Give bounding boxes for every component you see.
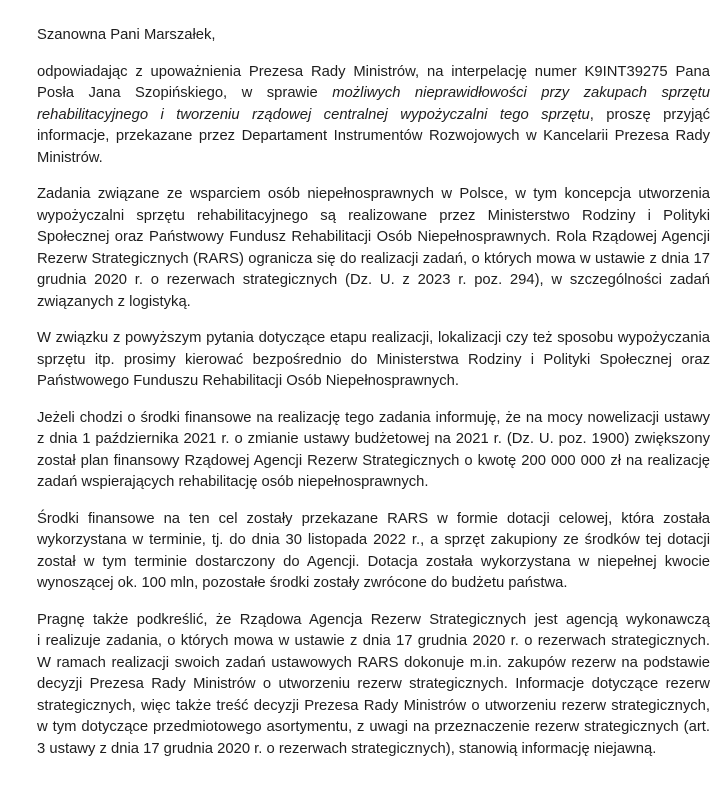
text-segment: Pragnę także podkreślić, że Rządowa Agencja Rezerw Strategicznych jest agencją wykonawczą i realizuje zadania, o których mowa w ustawie z dnia 17 grudnia 2020 r. o rezerwach strategicznych. W ramach realizacji swoich zadań ustawowych RARS dokonuje m.in. zakupów rezerw na podstawie decyzji Prezesa Rady Ministrów o utworzeniu rezerw strategicznych. Informacje dotyczące rezerw strategicznych, więc także treść decyzji Prezesa Rady Ministrów o utworzeniu rezerw strategicznych, w tym dotyczące przedmiotowego asortymentu, z uwagi na przeznaczenie rezerw strategicznych (art. 3 ustawy z dnia 17 grudnia 2020 r. o rezerwach strategicznych), stanowią informację niejawną. (37, 611, 710, 757)
salutation: Szanowna Pani Marszałek, (37, 27, 216, 43)
paragraph (37, 328, 710, 393)
paragraph (37, 509, 710, 595)
text-segment: odpowiadając z upoważnienia Prezesa Rady Ministrów, na interpelację numer K9INT39275 Pana Posła Jana Szopińskiego, w sprawie (37, 63, 710, 101)
paragraph (37, 62, 710, 170)
text-segment: Zadania związane ze wsparciem osób niepełnosprawnych w Polsce, w tym koncepcja utworzenia wypożyczalni sprzętu rehabilitacyjnego są realizowane przez Ministerstwo Rodziny i Polityki Społecznej oraz Państwowy Fundusz Rehabilitacji Osób Niepełnosprawnych. Rola Rządowej Agencji Rezerw Strategicznych (RARS) ogranicza się do realizacji zadań, o których mowa w ustawie z dnia 17 grudnia 2020 r. o rezerwach strategicznych (Dz. U. z 2023 r. poz. 294), w szczególności zadań związanych z logistyką. (37, 186, 710, 310)
text-segment: W związku z powyższym pytania dotyczące etapu realizacji, lokalizacji czy też sposobu wypożyczania sprzętu itp. prosimy kierować bezpośrednio do Ministerstwa Rodziny i Polityki Społecznej oraz Państwowego Funduszu Rehabilitacji Osób Niepełnosprawnych. (37, 330, 710, 389)
text-segment: Środki finansowe na ten cel zostały przekazane RARS w formie dotacji celowej, która została wykorzystana w terminie, tj. do dnia 30 listopada 2022 r., a sprzęt zakupiony ze środków tej dotacji został w tym terminie dostarczony do Agencji. Dotacja została wykorzystana w niepełnej kwocie wynoszącej ok. 100 mln, pozostałe środki zostały zwrócone do budżetu państwa. (37, 510, 710, 591)
paragraph (37, 408, 710, 494)
letter-body (37, 62, 710, 761)
paragraph (37, 184, 710, 313)
paragraph (37, 610, 710, 761)
text-segment: Jeżeli chodzi o środki finansowe na realizację tego zadania informuję, że na mocy nowelizacji ustawy z dnia 1 października 2021 r. o zmianie ustawy budżetowej na 2021 r. (Dz. U. poz. 1900) zwiększony został plan finansowy Rządowej Agencji Rezerw Strategicznych o kwotę 200 000 000 zł na realizację zadań wspierających rehabilitację osób niepełnosprawnych. (37, 409, 710, 490)
text-segment: , proszę przyjąć informacje, przekazane przez Departament Instrumentów Rozwojowych w Kancelarii Prezesa Rady Ministrów. (37, 106, 710, 166)
italic-text-segment: możliwych nieprawidłowości przy zakupach sprzętu rehabilitacyjnego i tworzeniu rządowej centralnej wypożyczalni tego sprzętu (37, 85, 710, 123)
